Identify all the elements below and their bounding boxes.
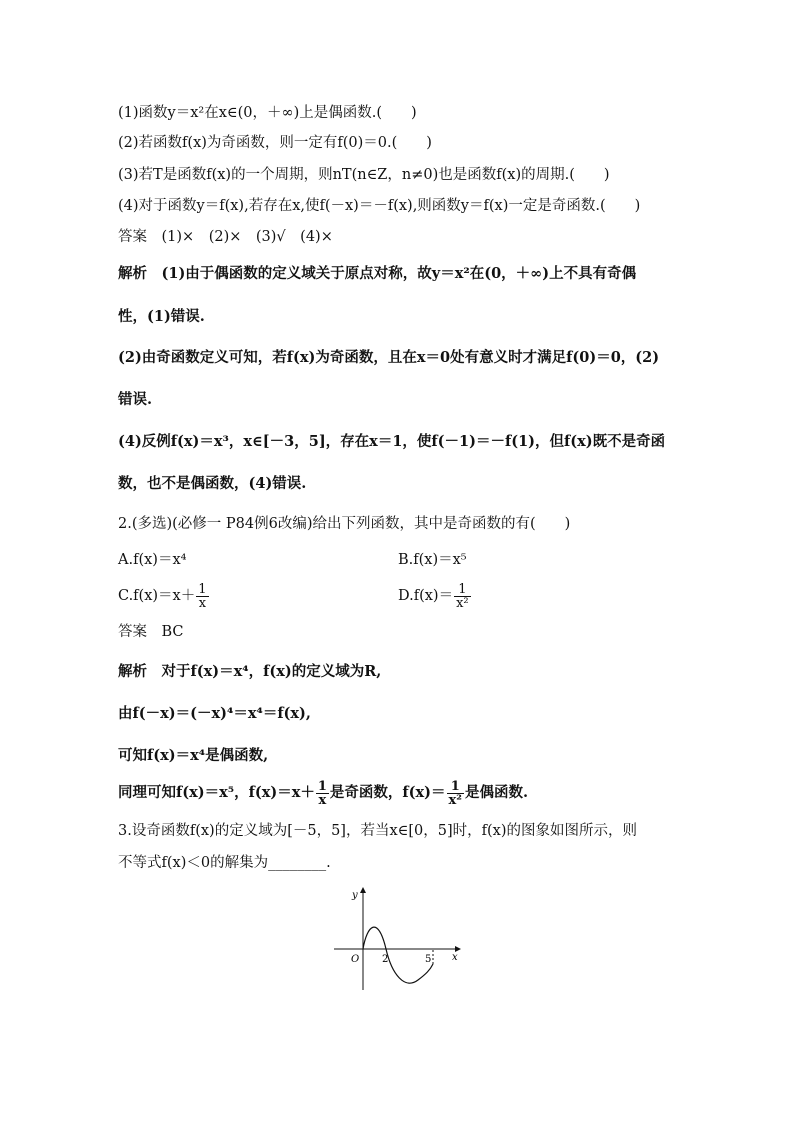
- fraction-denominator: x²: [456, 595, 469, 611]
- q3-stem-1: 3.设奇函数f(x)的定义域为[－5，5]，若当x∈[0，5]时，f(x)的图象如图所示，则: [118, 823, 637, 839]
- q2-option-c-text: C.f(x)＝x＋: [118, 588, 196, 604]
- q2-analysis-4: [118, 775, 528, 811]
- q1-analysis-4: 错误.: [118, 391, 153, 408]
- q2-analysis-3: 可知f(x)＝x⁴是偶函数,: [118, 747, 269, 764]
- fraction-numerator: 1: [198, 581, 207, 597]
- tick-label-5: 5: [425, 954, 432, 965]
- y-axis-label: y: [352, 890, 358, 901]
- q2-option-b: B.f(x)＝x⁵: [398, 552, 467, 568]
- fraction-numerator: 1: [317, 778, 327, 794]
- q2-analysis-fraction-1: [316, 780, 329, 807]
- q1-analysis-5: (4)反例f(x)＝x³，x∈[－3，5]，存在x＝1，使f(－1)＝－f(1)，但f(x)既不是奇函: [118, 433, 666, 450]
- fraction-numerator: 1: [454, 583, 471, 597]
- fraction-denominator: x²: [448, 792, 462, 808]
- q1-analysis-2: 性，(1)错误.: [118, 308, 205, 325]
- fraction-numerator: 1: [447, 780, 464, 794]
- q2-analysis-1: 解析 对于f(x)＝x⁴，f(x)的定义域为R,: [118, 663, 382, 680]
- fraction-denominator: x: [198, 595, 207, 611]
- q2-option-c: [118, 578, 210, 614]
- q2-analysis-4-part-a: 同理可知f(x)＝x⁵，f(x)＝x＋: [118, 784, 315, 801]
- fraction-denominator: x: [318, 792, 327, 808]
- q2-option-c-fraction: [196, 583, 208, 610]
- q1-item-2: (2)若函数f(x)为奇函数，则一定有f(0)＝0.( ): [118, 135, 432, 151]
- q1-item-1: (1)函数y＝x²在x∈(0，＋∞)上是偶函数.( ): [118, 105, 417, 121]
- q1-analysis-6: 数，也不是偶函数，(4)错误.: [118, 475, 307, 492]
- q1-analysis-3: (2)由奇函数定义可知，若f(x)为奇函数，且在x＝0处有意义时才满足f(0)＝0，(2): [118, 349, 660, 366]
- q2-option-d-text: D.f(x)＝: [398, 588, 454, 604]
- q2-analysis-fraction-2: [447, 780, 464, 807]
- q2-option-d: [398, 578, 472, 614]
- tick-label-2: 2: [382, 954, 389, 965]
- function-graph: [330, 880, 470, 1000]
- q1-item-4: (4)对于函数y＝f(x),若存在x,使f(－x)＝－f(x),则函数y＝f(x)一定是奇函数.( ): [118, 198, 641, 214]
- x-axis-label: x: [452, 952, 458, 963]
- origin-label: O: [351, 954, 360, 965]
- q2-analysis-2: 由f(－x)＝(－x)⁴＝x⁴＝f(x),: [118, 705, 311, 722]
- q2-stem: 2.(多选)(必修一 P84例6改编)给出下列函数，其中是奇函数的有( ): [118, 516, 571, 532]
- q3-stem-2: 不等式f(x)＜0的解集为________.: [118, 855, 331, 871]
- q1-item-3: (3)若T是函数f(x)的一个周期，则nT(n∈Z，n≠0)也是函数f(x)的周期.( ): [118, 167, 610, 183]
- q2-answer: 答案 BC: [118, 624, 184, 640]
- q1-analysis-1: 解析 (1)由于偶函数的定义域关于原点对称，故y＝x²在(0，＋∞)上不具有奇偶: [118, 265, 637, 282]
- q2-option-a: A.f(x)＝x⁴: [118, 552, 187, 568]
- q2-option-d-fraction: [454, 583, 471, 610]
- function-curve: [363, 927, 433, 983]
- q2-analysis-4-part-b: 是奇函数，f(x)＝: [329, 784, 446, 801]
- q2-analysis-4-part-c: 是偶函数.: [464, 784, 529, 801]
- q1-answer: 答案 (1)× (2)× (3)√ (4)×: [118, 229, 333, 245]
